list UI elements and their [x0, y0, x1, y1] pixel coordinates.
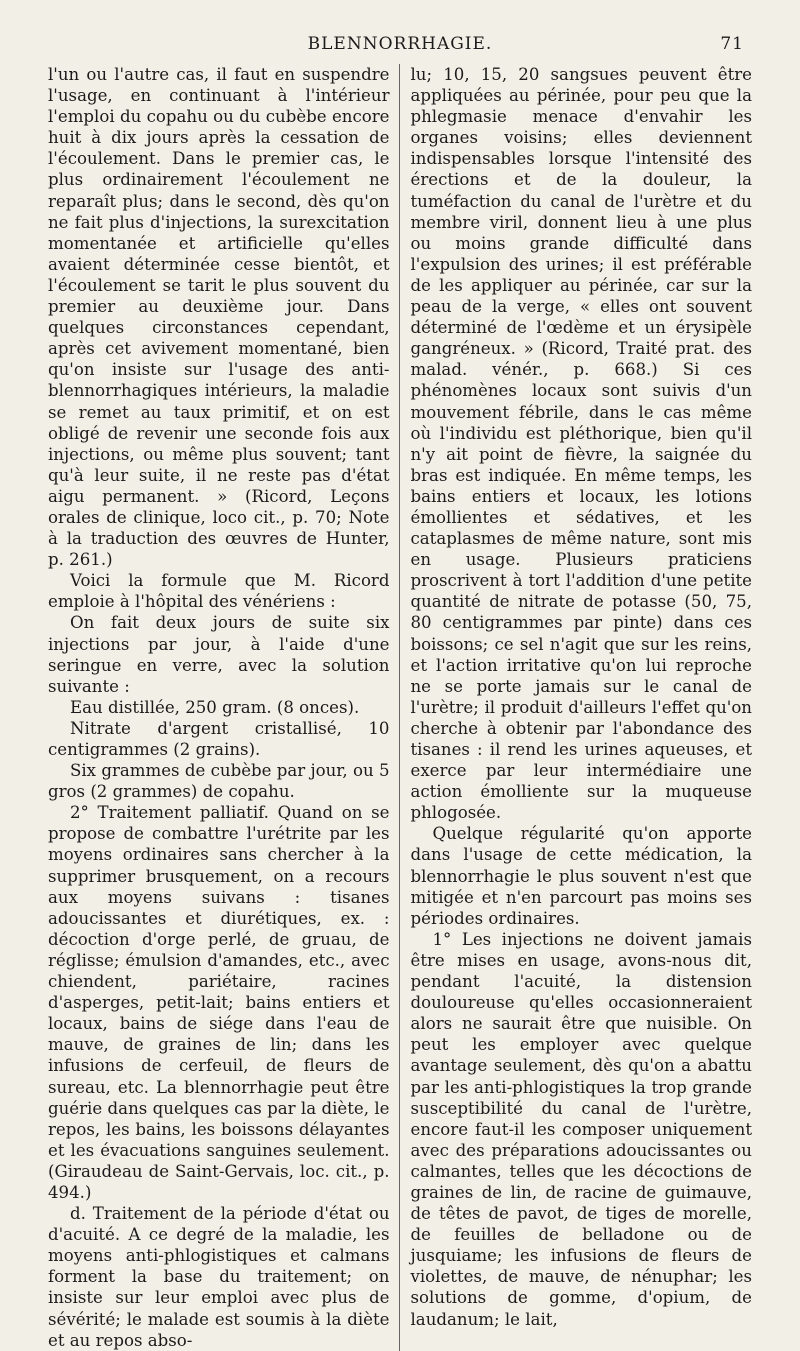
text-columns: [48, 64, 752, 1351]
right-column: [400, 64, 753, 1351]
paragraph: 2° Traitement palliatif. Quand on se propose de combattre l'urétrite par les moyens ordinaires sans chercher à la supprimer brusquement, on a recours aux moyens suivans : tisanes adoucissantes et diurétiques, ex. : décoction d'orge perlé, de gruau, de réglisse; émulsion d'amandes, etc., avec chiendent, pariétaire, racines d'asperges, petit-lait; bains entiers et locaux, bains de siége dans l'eau de mauve, de graines de lin; dans les infusions de cerfeuil, de fleurs de sureau, etc. La blennorrhagie peut être guérie dans quelques cas par la diète, le repos, les bains, les boissons délayantes et les évacuations sanguines seulement. (Giraudeau de Saint-Gervais, loc. cit., p. 494.): [48, 803, 390, 1202]
paragraph: On fait deux jours de suite six injections par jour, à l'aide d'une seringue en verre, avec la solution suivante :: [48, 613, 390, 696]
paragraph: Voici la formule que M. Ricord emploie à l'hôpital des vénériens :: [48, 571, 390, 612]
running-header: [48, 30, 752, 56]
paragraph: Six grammes de cubèbe par jour, ou 5 gros (2 grammes) de copahu.: [48, 761, 390, 802]
paragraph: d. Traitement de la période d'état ou d'acuité. A ce degré de la maladie, les moyens anti-phlogistiques et calmans forment la base du traitement; on insiste sur leur emploi avec plus de sévérité; le malade est soumis à la diète et au repos abso-: [48, 1204, 390, 1350]
paragraph: Quelque régularité qu'on apporte dans l'usage de cette médication, la blennorrhagie le plus souvent n'est que mitigée et n'en parcourt pas moins ses périodes ordinaires.: [410, 824, 752, 928]
paragraph: Nitrate d'argent cristallisé, 10 centigrammes (2 grains).: [48, 718, 390, 759]
paragraph: 1° Les injections ne doivent jamais être mises en usage, avons-nous dit, pendant l'acuité, la distension douloureuse qu'elles occasionneraient alors ne saurait être que nuisible. On peut les employer avec quelque avantage seulement, dès qu'on a abattu par les anti-phlogistiques la trop grande susceptibilité du canal de l'urètre, encore faut-il les composer uniquement avec des préparations adoucissantes ou calmantes, telles que les décoctions de graines de lin, de racine de guimauve, de têtes de pavot, de tiges de morelle, de feuilles de belladone ou de jusquiame; les infusions de fleurs de violettes, de mauve, de nénuphar; les solutions de gomme, d'opium, de laudanum; le lait,: [410, 929, 752, 1329]
page-number: 71: [720, 34, 744, 54]
left-column: [48, 64, 400, 1351]
paragraph: lu; 10, 15, 20 sangsues peuvent être appliquées au périnée, pour peu que la phlegmasie menace d'envahir les organes voisins; elles deviennent indispensables lorsque l'intensité des érections et de la douleur, la tuméfaction du canal de l'urètre et du membre viril, donnent lieu à une plus ou moins grande difficulté dans l'expulsion des urines; il est préférable de les appliquer au périnée, car sur la peau de la verge, « elles ont souvent déterminé de l'œdème et un érysipèle gangréneux. » (Ricord, Traité prat. des malad. vénér., p. 668.) Si ces phénomènes locaux sont suivis d'un mouvement fébrile, dans le cas même où l'individu est pléthorique, bien qu'il n'y ait point de fièvre, la saignée du bras est indiquée. En même temps, les bains entiers et locaux, les lotions émollientes et sédatives, et les cataplasmes de même nature, sont mis en usage. Plusieurs praticiens proscrivent à tort l'addition d'une petite quantité de nitrate de potasse (50, 75, 80 centigrammes par pinte) dans ces boissons; ce sel n'agit que sur les reins, et l'action irritative qu'on lui reproche ne se porte jamais sur le canal de l'urètre; il produit d'ailleurs l'effet qu'on cherche à obtenir par l'abondance des tisanes : il rend les urines aqueuses, et exerce par leur intermédiaire une action émolliente sur la muqueuse phlogosée.: [410, 65, 752, 823]
paragraph: l'un ou l'autre cas, il faut en suspendre l'usage, en continuant à l'intérieur l'emploi du copahu ou du cubèbe encore huit à dix jours après la cessation de l'écoulement. Dans le premier cas, le plus ordinairement l'écoulement ne reparaît plus; dans le second, dès qu'on ne fait plus d'injections, la surexcitation momentanée et artificielle qu'elles avaient déterminée cesse bientôt, et l'écoulement se tarit le plus souvent du premier au deuxième jour. Dans quelques circonstances cependant, après cet avivement momentané, bien qu'on insiste sur l'usage des anti-blennorrhagiques intérieurs, la maladie se remet au taux primitif, et on est obligé de revenir une seconde fois aux injections, ou même plus souvent; tant qu'à leur suite, il ne reste pas d'état aigu permanent. » (Ricord, Leçons orales de clinique, loco cit., p. 70; Note à la traduction des œuvres de Hunter, p. 261.): [48, 65, 390, 570]
paragraph: Eau distillée, 250 gram. (8 onces).: [70, 697, 360, 717]
running-title: BLENNORRHAGIE.: [307, 34, 493, 54]
